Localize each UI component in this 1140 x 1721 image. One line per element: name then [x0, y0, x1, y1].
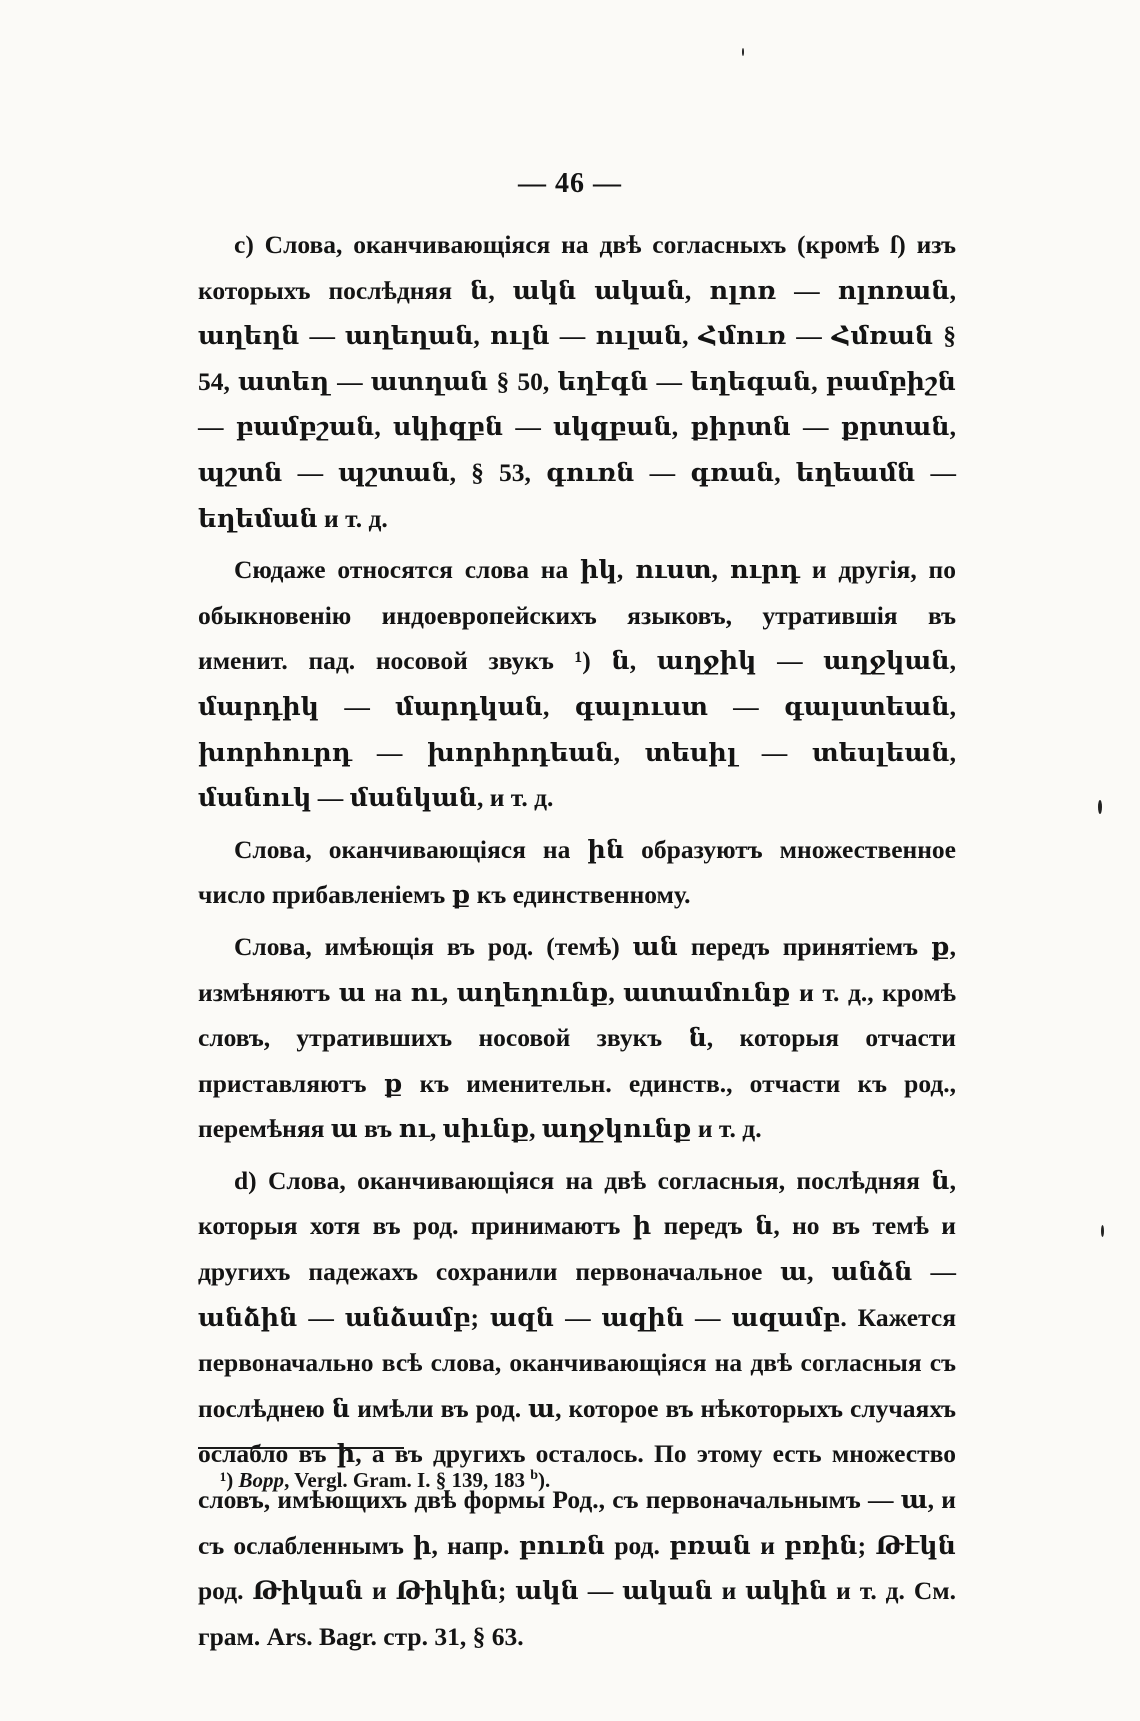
body-text: [198, 222, 956, 1659]
paragraph-c: c) Слова, оканчивающiяся на двѣ согласныхъ (кромѣ ſ) изъ которыхъ послѣдняя ն, ակն ական, ոլոռ — ոլոռան, աղեղն — աղեղան, ուլն — ուլան, Հմուռ — Հմռան § 54, ատեղ — ատղան § 50, եղէգն — եղեգան, բամբիշն — բամբշան, սկիզբն — սկզբան, քիրտն — քրտան, պշտն — պշտան, § 53, գուռն — գռան, եղեամն — եղեման и т. д.: [198, 230, 956, 533]
footnote-divider: [198, 1447, 404, 1449]
footnote-text: , Vergl. Gram. I. § 139, 183: [284, 1468, 531, 1492]
paragraph-plural-in: Слова, оканчивающiяся на ին образуютъ множественное число прибавленiемъ ք къ единственному.: [198, 834, 956, 910]
footnote: [220, 1468, 940, 1493]
footnote-author: Bopp: [238, 1468, 285, 1492]
scan-speck: [742, 48, 744, 56]
page-number: — 46 —: [518, 168, 622, 199]
paragraph-genitive-an: Слова, имѣющiя въ род. (темѣ) ան передъ принятiемъ ք, измѣняютъ ա на ու, աղեղունք, ատամունք и т. д., кромѣ словъ, утратившихъ носовой звукъ ն, которыя отчасти приставляютъ ք къ именительн. единств., отчасти къ род., перемѣняя ա въ ու, սիւնք, աղջկունք и т. д.: [198, 931, 956, 1144]
footnote-mark: ¹): [220, 1468, 234, 1492]
scan-speck: [1101, 1225, 1104, 1237]
paragraph-similar-words: Сюдаже относятся слова на իկ, ուստ, ուրդ и другiя, по обыкновенiю индоевропейскихъ языковъ, утратившiя въ именит. пад. носовой звукъ ¹) ն, աղջիկ — աղջկան, մարդիկ — մարդկան, գալուստ — գալստեան, խորհուրդ — խորհրդեան, տեսիլ — տեսլեան, մանուկ — մանկան, и т. д.: [198, 555, 956, 813]
scan-speck: [1098, 800, 1102, 814]
footnote-superscript: b: [530, 1468, 539, 1483]
footnote-end: ).: [538, 1468, 551, 1492]
paragraph-d: d) Слова, оканчивающiяся на двѣ согласныя, послѣдняя ն, которыя хотя въ род. принимаютъ ի передъ ն, но въ темѣ и другихъ падежахъ сохранили первоначальное ա, անձն — անձին — անձամբ; ազն — ազին — ազամբ. Кажется первоначально всѣ слова, оканчивающiяся на двѣ согласныя съ послѣднею ն имѣли въ род. ա, которое въ нѣкоторыхъ случаяхъ ослабло въ ի, а въ другихъ осталось. По этому есть множество словъ, имѣющихъ двѣ формы Род., съ первоначальнымъ — ա, и съ ослабленнымъ ի, напр. բուռն род. բռան и բռին; Թէկն род. Թիկան и Թիկին; ակն — ական и ակին и т. д. См. грам. Ars. Bagr. стр. 31, § 63.: [198, 1165, 956, 1651]
